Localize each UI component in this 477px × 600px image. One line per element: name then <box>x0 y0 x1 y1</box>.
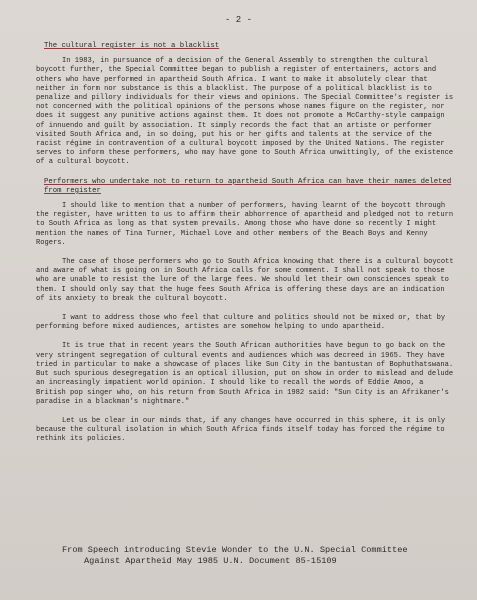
section-heading: The cultural register is not a blacklist <box>44 42 220 50</box>
citation-line-1: From Speech introducing Stevie Wonder to the U.N. Special Committee <box>62 545 408 555</box>
section-performers-deleted <box>36 178 456 445</box>
paragraph: It is true that in recent years the South African authorities have begun to go back on the very stringent segregation of cultural events and audiences which was decreed in 1965. They have tried in particular to make a showcase of places like Sun City in the bantustan of Bophuthatswana. But such spurious desegregation is an optical illusion, put on show in order to mislead and delude an increasingly impatient world opinion. I should like to recall the words of Eddie Amoo, a British pop singer who, on his return from South Africa in 1982 said: "Sun City is an Afrikaner's paradise in a blackman's nightmare." <box>36 342 454 406</box>
paragraph: I should like to mention that a number of performers, having learnt of the boycott through the register, have written to us to affirm their abhorrence of apartheid and pledged not to return to South Africa as long as that system prevails. Among those who have done so recently I might mention the names of Tina Turner, Michael Love and other members of the Beach Boys and Kenny Rogers. <box>36 202 454 247</box>
source-citation <box>62 545 462 567</box>
paragraph: Let us be clear in our minds that, if any changes have occurred in this sphere, it is only because the cultural isolation in which South Africa finds itself today has forced the régime to rethink its policies. <box>36 416 446 444</box>
page-number: - 2 - <box>224 15 252 25</box>
paragraph: I want to address those who feel that culture and politics should not be mixed or, that by performing before mixed audiences, artistes are somehow helping to undo apartheid. <box>36 314 446 332</box>
section-heading: Performers who undertake not to return to apartheid South Africa can have their names deleted from register <box>44 177 452 195</box>
document-body <box>36 42 456 455</box>
citation-line-2: Against Apartheid May 1985 U.N. Document 85-15109 <box>84 556 337 566</box>
section-cultural-register <box>36 42 456 168</box>
paragraph: In 1983, in pursuance of a decision of the General Assembly to strengthen the cultural boycott further, the Special Committee began to publish a register of entertainers, actors and others who have performed in apartheid South Africa. I want to make it absolutely clear that neither in form nor substance is this a blacklist. The purpose of a political blacklist is to penalize and pillory individuals for their views and opinions. The Special Committee's register is not concerned with the political opinions of the persons whose names figure on the register, nor does it suggest any punitive actions against them. It does not promote a McCarthy-style campaign of innuendo and guilt by association. It simply records the fact that an artiste or performer visited South Africa and, in so doing, put his or her gifts and talents at the service of the racist régime in contravention of a cultural boycott imposed by the United Nations. The register serves to inform these performers, who may have gone to South Africa unwittingly, of the existence of a cultural boycott. <box>36 57 454 167</box>
paragraph: The case of those performers who go to South Africa knowing that there is a cultural boycott and aware of what is going on in South Africa calls for some comment. I shall not speak to those who are unable to resist the lure of the large fees. We should let their own consciences speak to them. I should only say that the huge fees South Africa is offering these days are an indication of its anxiety to break the cultural boycott. <box>36 258 454 303</box>
